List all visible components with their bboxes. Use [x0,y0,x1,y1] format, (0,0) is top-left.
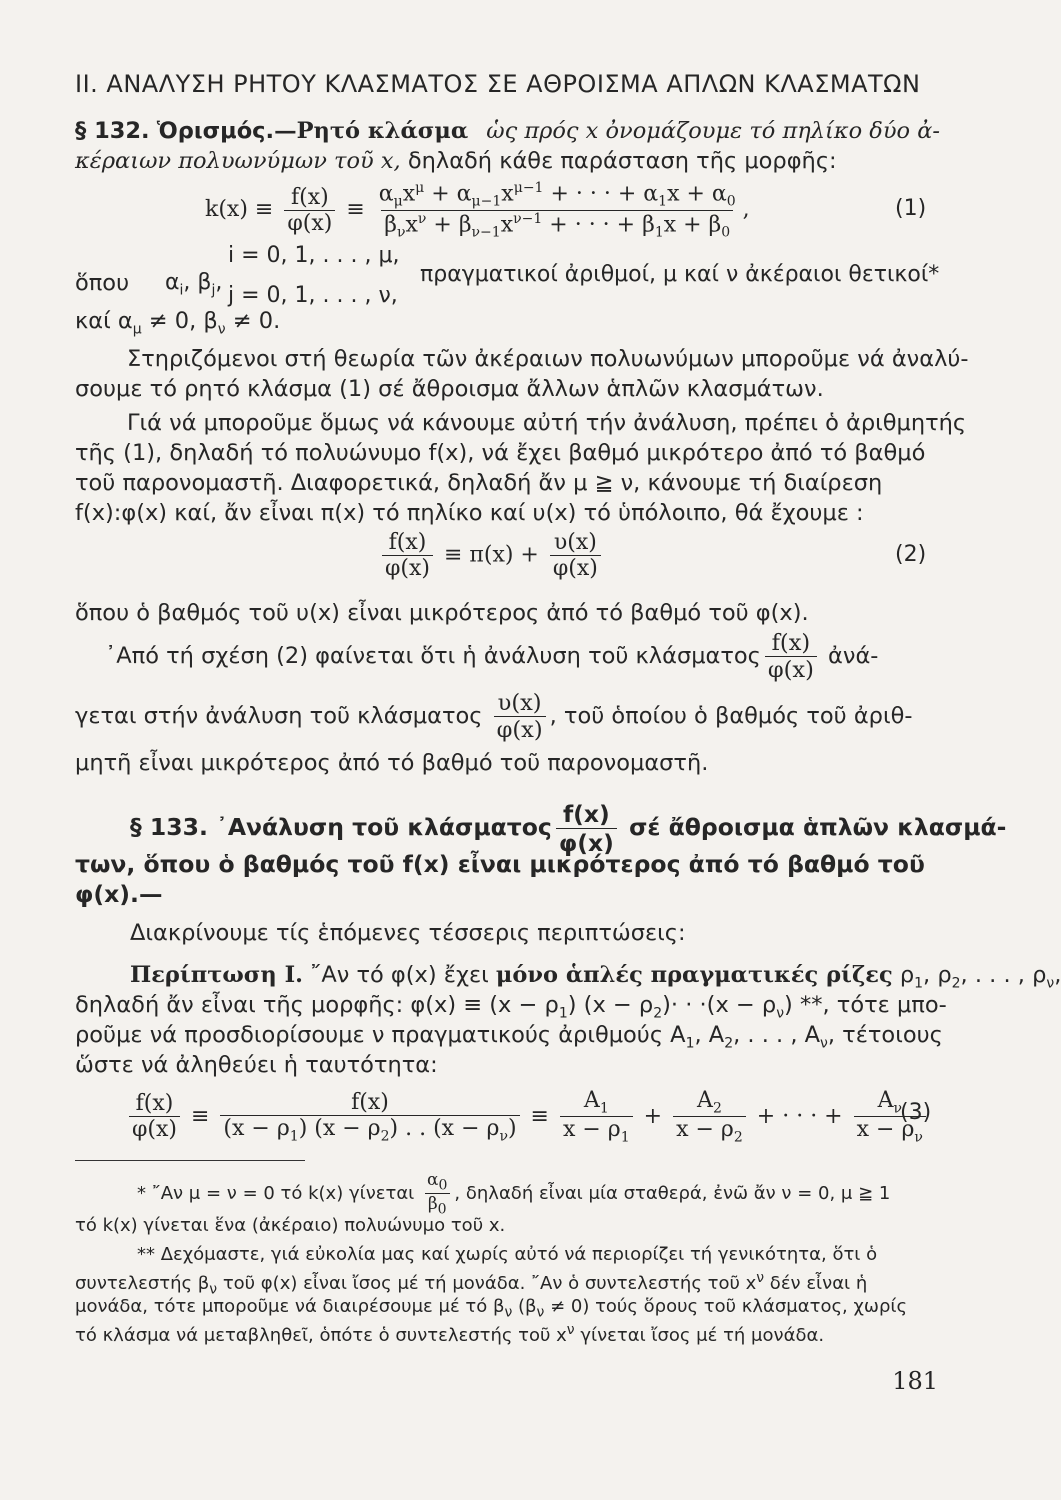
section-133-heading: § 133. ᾿Ανάλυση τοῦ κλάσματος $\frac{f(x)}{\varphi(x)}$ σέ ἄθροισμα ἁπλῶν κλασμά- [130,800,1007,857]
section-132-line1-rest: ὡς πρός x ὀνομάζουμε τό πηλίκο δύο ἀ- [486,118,940,144]
section-132-line1 [75,118,940,144]
equation-2-number: (2) [895,542,927,567]
para3-line1: ᾿Από τή σχέση (2) φαίνεται ὅτι ἡ ἀνάλυση τοῦ κλάσματος $\frac{f(x)}{\varphi(x)}$ ἀνά- [105,630,879,683]
para2-line3: τοῦ παρονομαστῆ. Διαφορετικά, δηλαδή ἄν μ ≧ ν, κάνουμε τή διαίρεση [75,470,883,496]
case1-line3: ροῦμε νά προσδιορίσουμε ν πραγματικούς ἀριθμούς $A_1$, $A_2$, . . . , $A_\nu$, τέτοιους [75,1022,943,1052]
where-desc: πραγματικοί ἀριθμοί, μ καί ν ἀκέραιοι θετικοί* [420,262,940,287]
after-eq2: ὅπου ὁ βαθμός τοῦ υ(x) εἶναι μικρότερος ἀπό τό βαθμό τοῦ φ(x). [75,600,809,626]
page-number: 181 [892,1367,938,1395]
chapter-heading: ΙΙ. ΑΝΑΛΥΣΗ ΡΗΤΟΥ ΚΛΑΣΜΑΤΟΣ ΣΕ ΑΘΡΟΙΣΜΑ ΑΠΛΩΝ ΚΛΑΣΜΑΤΩΝ [75,70,921,98]
where-block: ὅπου [75,270,130,296]
case1-line2: δηλαδή ἄν εἶναι τῆς μορφῆς: $\varphi(x) \equiv (x - \rho_1)$ $(x - \rho_2)\cdot \cdot \cdot(x - \rho_\nu)$ **, τότε μπο- [75,992,947,1022]
para2-line2: τῆς (1), δηλαδή τό πολυώνυμο f(x), νά ἔχει βαθμό μικρότερο ἀπό τό βαθμό [75,440,926,466]
footnote-1-line2: τό k(x) γίνεται ἕνα (ἀκέραιο) πολυώνυμο τοῦ x. [75,1215,506,1236]
para3-line3: μητῆ εἶναι μικρότερος ἀπό τό βαθμό τοῦ παρονομαστῆ. [75,750,709,776]
para1-line1: Στηριζόμενοι στή θεωρία τῶν ἀκέραιων πολυωνύμων μποροῦμε νά ἀναλύ- [127,346,969,372]
equation-3-number: (3) [900,1100,932,1125]
section-133-line2: των, ὅπου ὁ βαθμός τοῦ f(x) εἶναι μικρότερος ἀπό τό βαθμό τοῦ [75,850,925,878]
para2-line4: f(x):φ(x) καί, ἄν εἶναι π(x) τό πηλίκο καί υ(x) τό ὑπόλοιπο, θά ἔχουμε : [75,500,864,526]
fraction-polynomials: $\frac{\alpha_\mu x^\mu + \alpha_{\mu-1}x^{\mu-1} + \cdot \cdot \cdot + \alpha_1x + \alpha_0}{\beta_\nu x^\nu + \beta_{\nu-1}x^{\nu-1} + \cdot \cdot \cdot + \beta_1x + \beta_0}$ [378,180,736,241]
where-i-range: i = 0, 1, . . . , μ, [228,243,400,268]
where-j-range: j = 0, 1, . . . , ν, [228,283,398,308]
para2-line1: Γιά νά μποροῦμε ὅμως νά κάνουμε αὐτή τήν ἀνάλυση, πρέπει ὁ ἀριθμητής [127,410,967,436]
para1-line2: σουμε τό ρητό κλάσμα (1) σέ ἄθροισμα ἄλλων ἁπλῶν κλασμάτων. [75,376,824,402]
equation-1-number: (1) [895,196,927,221]
section-132-number: § 132. [75,118,150,144]
section-132-term: —Ρητό κλάσμα [274,118,469,144]
footnote-2-line3: μονάδα, τότε μποροῦμε νά διαιρέσουμε μέ τό $\beta_\nu$ $(\beta_\nu \ne 0)$ τούς ὅρους τοῦ κλάσματος, χωρίς [75,1296,908,1321]
section-132-title: Ὁρισμός. [156,118,275,144]
footnote-2-line1: ** Δεχόμαστε, γιά εὐκολία μας καί χωρίς αὐτό νά περιορίζει τή γενικότητα, ὅτι ὁ [137,1244,878,1265]
section-132-line2: κέραιων πολυωνύμων τοῦ x, δηλαδή κάθε παράσταση τῆς μορφῆς: [75,148,837,174]
case1-line4: ὥστε νά ἀληθεύει ἡ ταυτότητα: [75,1052,438,1078]
distinguish-cases: Διακρίνουμε τίς ἑπόμενες τέσσερις περιπτώσεις: [130,920,686,946]
equation-1: k(x) ≡ $\frac{f(x)}{\varphi(x)}$ ≡ $\frac{\alpha_\mu x^\mu + \alpha_{\mu-1}x^{\mu-1} + \cdot \cdot \cdot + \alpha_1x + \alpha_0}{\beta_\nu x^\nu + \beta_{\nu-1}x^{\nu-1} + \cdot \cdot \cdot + \beta_1x + \beta_0}$ , [205,180,750,241]
equation-2: $\frac{f(x)}{\varphi(x)}$ ≡ π(x) + $\frac{\upsilon(x)}{\varphi(x)}$ [378,530,605,581]
fraction-f-phi: $\frac{f(x)}{\varphi(x)}$ [284,185,335,236]
footnote-2-line4: τό κλάσμα νά μεταβληθεῖ, ὁπότε ὁ συντελεστής τοῦ $x^\nu$ γίνεται ἴσος μέ τή μονάδα. [75,1322,825,1346]
footnote-1-line1: * ῎Αν μ = ν = 0 τό k(x) γίνεται $\frac{\alpha_0}{\beta_0}$ , δηλαδή εἶναι μία σταθερά, ἐνῶ ἄν ν = 0, μ ≧ 1 [137,1170,891,1218]
equation-3: $\frac{f(x)}{\varphi(x)}$ ≡ $\frac{f(x)}{(x - \rho_1) (x - \rho_2) . . (x - \rho_\nu)}$ ≡ $\frac{A_1}{x - \rho_1}$ + $\frac{A_2}{x - \rho_2}$ + · · · + $\frac{A_\nu}{x - \rho_\nu}$ [125,1088,930,1146]
footnote-2-line2: συντελεστής $\beta_\nu$ τοῦ φ(x) εἶναι ἴσος μέ τή μονάδα. ῎Αν ὁ συντελεστής τοῦ $x^\nu$ δέν εἶναι ἡ [75,1270,868,1298]
where-and-line: καί $\alpha_\mu \ne 0$, $\beta_\nu \ne 0$. [75,308,281,338]
footnote-rule [75,1160,305,1161]
section-133-line3: φ(x).— [75,880,163,908]
where-ab: $\alpha_i$, $\beta_j$, [165,270,223,299]
case1-line1: Περίπτωση Ι. ῎Αν τό φ(x) ἔχει μόνο ἁπλές πραγματικές ρίζες $\rho_1$, $\rho_2$, . . . , $\rho_\nu$, [130,962,1061,992]
para3-line2: γεται στήν ἀνάλυση τοῦ κλάσματος $\frac{\upsilon(x)}{\varphi(x)}$ , τοῦ ὁποίου ὁ βαθμός τοῦ ἀριθ- [75,690,913,743]
